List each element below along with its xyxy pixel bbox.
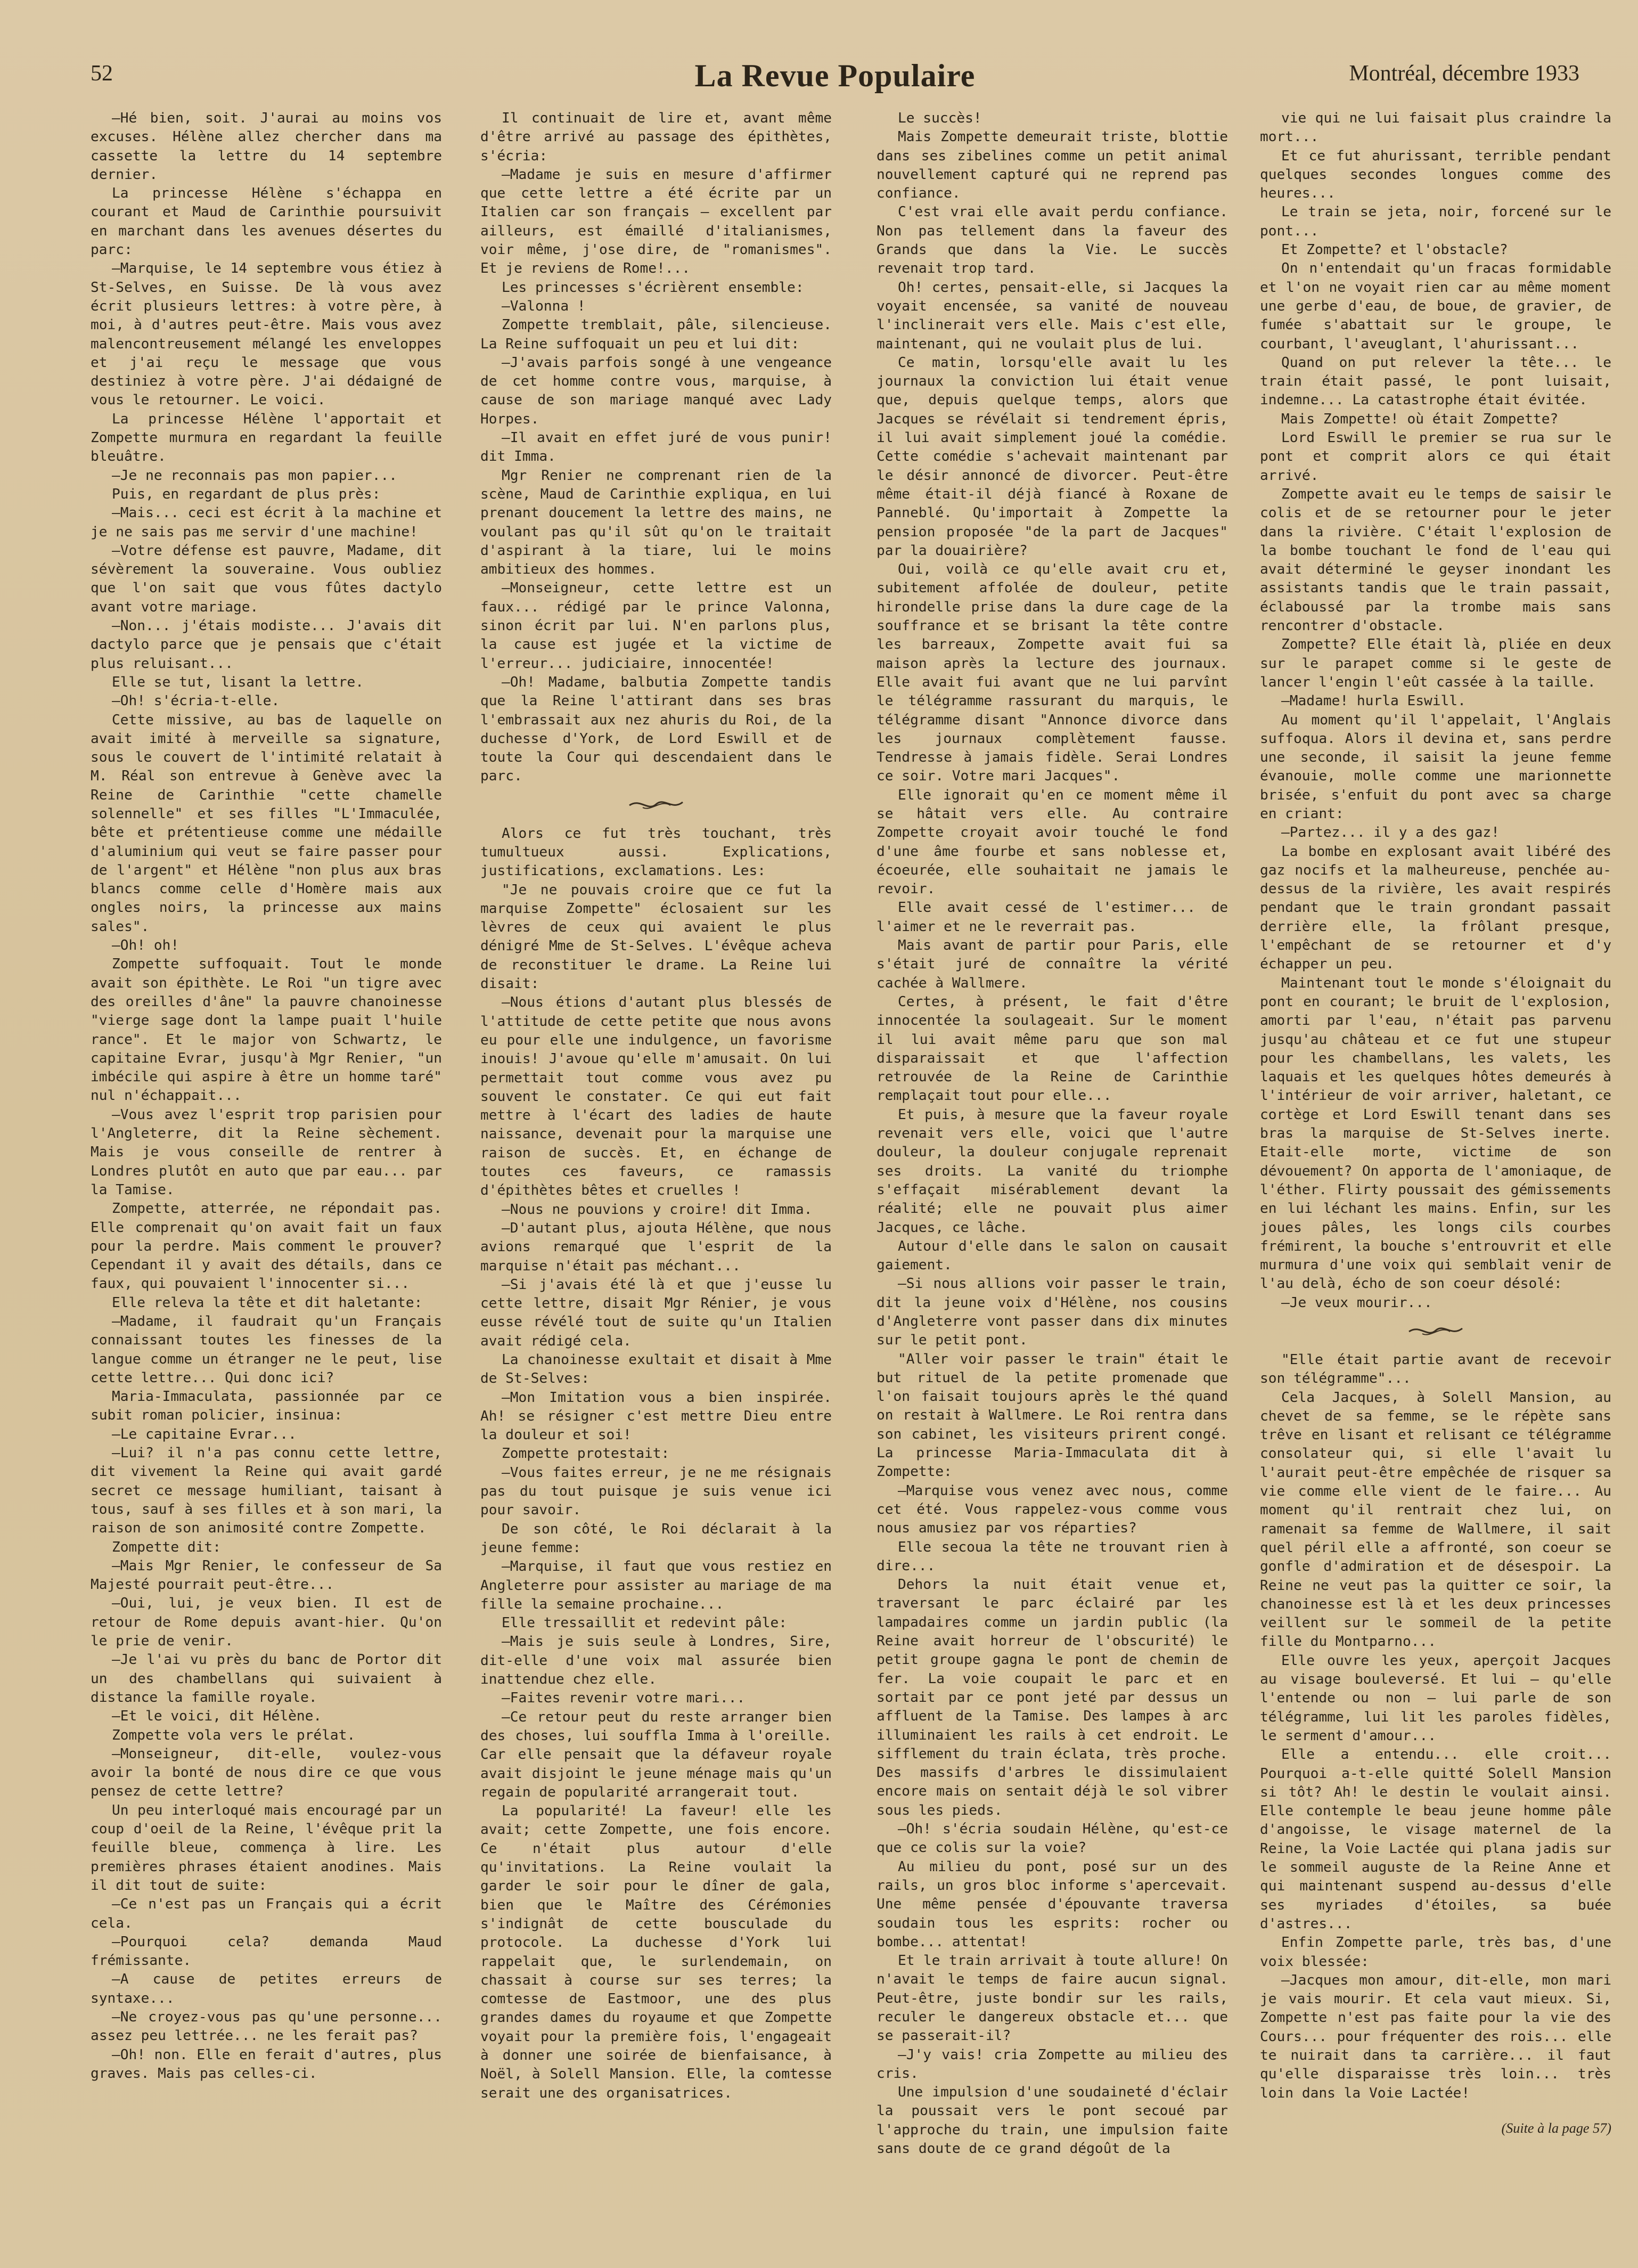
article-paragraph: Mais Zompette! où était Zompette? (1281, 411, 1559, 427)
ornament-divider-icon (1406, 1320, 1465, 1341)
article-paragraph: Une impulsion d'une soudaineté d'éclair la poussait vers le pont secoué par l'approche du train, une impulsion faite sans doute de ce grand dégoût de la (877, 2084, 1228, 2157)
article-paragraph: Oui, voilà ce qu'elle avait cru et, subitement affolée de douleur, petite hirondelle prise dans la dure cage de la souffrance et se brisant la tête contre les barreaux, Zompette avait fui sa maison après la lecture des journaux. Elle avait fui avant que ne lui parvînt le télégramme rassurant du marquis, le télégramme disant "Annonce divorce dans les journaux complètement fausse. Tendresse à jamais fidèle. Serai Londres ce soir. Votre mari Jacques". (877, 561, 1228, 785)
article-paragraph: —D'autant plus, ajouta Hélène, que nous avions remarqué que l'esprit de la marquise n'était pas méchant... (480, 1220, 832, 1274)
article-paragraph: —Vous avez l'esprit trop parisien pour l'Angleterre, dit la Reine sèchement. Mais je vous conseille de rentrer à Londres plutôt en auto que par eau... par la Tamise. (91, 1106, 442, 1198)
magazine-title: La Revue Populaire (694, 58, 976, 93)
article-paragraph: —Oh! Madame, balbutia Zompette tandis que la Reine l'attirant dans ses bras l'embrassait aux nez ahuris du Roi, de la duchesse d'York, de Lord Eswill et de toute la Cour qui descendaient dans le parc. (480, 674, 832, 785)
article-paragraph: Cela Jacques, à Solell Mansion, au chevet de sa femme, se le répète sans trêve en lisant et relisant ce télégramme consolateur qui, si elle l'avait lu l'aurait peut-être empêchée de risquer sa vie comme elle vient de le faire... Au moment qu'il rentrait chez lui, on ramenait sa femme de Wallmere, il sait quel péril elle a affronté, son coeur se gonfle d'admiration et de désespoir. La Reine ne veut pas la quitter ce soir, la chanoinesse est là et les deux princesses veillent sur le sommeil de la petite fille du Montparno... (1260, 1389, 1611, 1650)
article-paragraph: —Oh! s'écria soudain Hélène, qu'est-ce que ce colis sur la voie? (877, 1821, 1228, 1856)
article-paragraph: —Monseigneur, cette lettre est un faux... rédigé par le prince Valonna, sinon écrit par lui. N'en parlons plus, la cause est jugée et la victime de l'erreur... judiciaire, innocentée! (480, 580, 832, 672)
article-paragraph: Elle avait cessé de l'estimer... de l'aimer et ne le reverrait pas. (877, 900, 1228, 935)
article-paragraph: —Hé bien, soit. J'aurai au moins vos excuses. Hélène allez chercher dans ma cassette la lettre du 14 septembre dernier. (91, 110, 442, 183)
article-paragraph: —Si j'avais été là et que j'eusse lu cette lettre, disait Mgr Rénier, je vous eusse révélé tout de suite qu'un Italien avait rédigé cela. (480, 1276, 832, 1349)
article-paragraph: Un peu interloqué mais encouragé par un coup d'oeil de la Reine, l'évêque prit la feuille bleue, commença à lire. Les premières phrases étaient anodines. Mais il dit tout de suite: (91, 1802, 442, 1894)
article-paragraph: Le succès! (898, 110, 982, 126)
article-paragraph: Et ce fut ahurissant, terrible pendant quelques secondes longues comme des heures... (1260, 148, 1611, 202)
article-paragraph: —Partez... il y a des gaz! (1281, 825, 1500, 841)
issue-date: Montréal, décembre 1933 (1349, 61, 1579, 86)
article-paragraph: —Et le voici, dit Hélène. (112, 1708, 322, 1725)
article-paragraph: —Lui? il n'a pas connu cette lettre, dit vivement la Reine qui avait gardé secret ce message humiliant, taisant à tous, sauf à ses filles et à son mari, la raison de son animosité contre Zompette. (91, 1445, 442, 1537)
article-paragraph: Maintenant tout le monde s'éloignait du pont en courant; le bruit de l'explosion, amorti par l'eau, n'était pas parvenu jusqu'au château et ce fut une stupeur pour les chambellans, les valets, les laquais et les quelques hôtes demeurés à l'intérieur de voir arriver, haletant, ce cortège et Lord Eswill tenant dans ses bras la marquise de St-Selves inerte. Etait-elle morte, victime de son dévouement? On apporta de l'amoniaque, de l'éther. Flirty poussait des gémissements en lui léchant les mains. Enfin, sur les joues pâles, les longs cils courbes frémirent, la bouche s'entrouvrit et elle murmura d'une voix qui semblait venir de l'au delà, écho de son coeur désolé: (1260, 975, 1611, 1292)
article-paragraph: —Si nous allions voir passer le train, dit la jeune voix d'Hélène, nos cousins d'Angleterre vont passer dans dix minutes sur le petit pont. (877, 1276, 1228, 1349)
article-paragraph: Autour d'elle dans le salon on causait gaiement. (877, 1238, 1228, 1274)
article-paragraph: Dehors la nuit était venue et, traversant le parc éclairé par les lampadaires comme un jardin public (la Reine avait horreur de l'obscurité) le petit groupe gagna le pont de chemin de fer. La voie coupait le parc et en sortait par ce pont jeté par dessus un affluent de la Tamise. Des lampes à arc illuminaient les rails à cet endroit. Le sifflement du train éclata, très proche. Des massifs d'arbres le dissimulaient encore mais on sentait déjà le sol vibrer sous les pieds. (877, 1577, 1228, 1818)
article-columns (91, 109, 1611, 2229)
article-paragraph: —Vous faites erreur, je ne me résignais pas du tout puisque je suis venue ici pour savoir. (480, 1464, 832, 1519)
article-paragraph: —Oui, lui, je veux bien. Il est de retour de Rome depuis avant-hier. Qu'on le prie de venir. (91, 1595, 442, 1650)
article-paragraph: —Marquise, le 14 septembre vous étiez à St-Selves, en Suisse. De là vous avez écrit plusieurs lettres: à votre père, à moi, à d'autres peut-être. Mais vous avez malencontreusement mélangé les enveloppes et j'ai reçu le message que vous destiniez à votre père. J'ai dédaigné de vous le retourner. Le voici. (91, 260, 442, 409)
article-paragraph: Elle secoua la tête ne trouvant rien à dire... (877, 1539, 1228, 1574)
article-paragraph: —Je ne reconnais pas mon papier... (112, 467, 398, 484)
article-paragraph: —Nous étions d'autant plus blessés de l'attitude de cette petite que nous avons eu pour elle une indulgence, un favorisme inouis! J'avoue qu'elle m'amusait. On lui permettait tout comme vous avez pu souvent le constater. Ce qui eut fait mettre à l'écart des ladies de haute naissance, devenait pour la marquise une raison de succès. Et, en échange de toutes ces faveurs, ce ramassis d'épithètes bêtes et cruelles ! (480, 994, 832, 1199)
article-paragraph: La princesse Hélène s'échappa en courant et Maud de Carinthie poursuivit en marchant dans les avenues désertes du parc: (91, 185, 442, 258)
article-paragraph: Elle ouvre les yeux, aperçoit Jacques au visage bouleversé. Et lui — qu'elle l'entende ou non — lui parle de son télégramme, lui lit les paroles fidèles, le serment d'amour... (1260, 1652, 1611, 1744)
article-paragraph: —Oh! non. Elle en ferait d'autres, plus graves. Mais pas celles-ci. (91, 2046, 442, 2082)
article-paragraph: On n'entendait qu'un fracas formidable et l'on ne voyait rien car au même moment une gerbe d'eau, de boue, de gravier, de fumée s'abattait sur le groupe, le courbant, l'aveuglant, l'ahurissant... (1260, 260, 1611, 352)
article-paragraph: vie qui ne lui faisait plus craindre la mort... (1260, 110, 1611, 145)
article-paragraph: —Jacques mon amour, dit-elle, mon mari je vais mourir. Et cela vaut mieux. Si, Zompette n'est pas faite pour la vie des Cours... pour fréquenter des rois... elle te nuirait dans ta carrière... il faut qu'elle disparaisse très loin... très loin dans la Voie Lactée! (1260, 1972, 1611, 2101)
article-paragraph: Zompette dit: (112, 1539, 221, 1555)
article-paragraph: Les princesses s'écrièrent ensemble: (502, 279, 804, 296)
article-paragraph: —Nous ne pouvions y croire! dit Imma. (502, 1201, 813, 1218)
article-paragraph: —Marquise vous venez avec nous, comme cet été. Vous rappelez-vous comme vous nous amusiez par vos réparties? (877, 1482, 1228, 1537)
article-paragraph: Quand on put relever la tête... le train était passé, le pont luisait, indemne... La catastrophe était évitée. (1260, 354, 1611, 409)
article-paragraph: —Marquise, il faut que vous restiez en Angleterre pour assister au mariage de ma fille la semaine prochaine... (480, 1559, 832, 1612)
article-paragraph: Elle se tut, lisant la lettre. (112, 674, 364, 690)
article-paragraph: —Oh! oh! (112, 937, 179, 954)
article-paragraph: Cette missive, au bas de laquelle on avait imité à merveille sa signature, sous le couvert de l'intimité relatait à M. Réal son entrevue à Genève avec la Reine de Carinthie "cette chamelle solennelle" et ses filles "L'Immaculée, bête et prétentieuse comme une médaille d'aluminium qui veut se faire passer pour de l'argent" et Hélène "non plus aux bras blancs comme celle d'Homère mais aux ongles noirs, la princesse aux mains sales". (91, 712, 442, 935)
article-paragraph: De son côté, le Roi déclarait à la jeune femme: (480, 1521, 832, 1556)
page-header (91, 58, 1579, 95)
article-paragraph: Et le train arrivait à toute allure! On n'avait le temps de faire aucun signal. Peut-être, juste bondir sur les rails, reculer le dangereux obstacle et... que se passerait-il? (877, 1953, 1228, 2044)
article-paragraph: Elle releva la tête et dit haletante: (112, 1294, 423, 1311)
article-paragraph: Elle a entendu... elle croit... Pourquoi a-t-elle quitté Solell Mansion si tôt? Ah! le destin le voulait ainsi. Elle contemple le beau jeune homme pâle d'angoisse, le visage maternel de la Reine, la Voie Lactée qui plana jadis sur le sommeil auguste de la Reine Anne et qui maintenant suspend au-dessus d'elle ses myriades d'étoiles, sa buée d'astres... (1260, 1747, 1611, 1932)
article-paragraph: Zompette protestait: (502, 1446, 670, 1462)
article-paragraph: Zompette, atterrée, ne répondait pas. Elle comprenait qu'on avait fait un faux pour la perdre. Mais comment le prouver? Cependant il y avait des détails, dans ce faux, qui pouvaient l'innocenter si... (91, 1201, 442, 1292)
article-paragraph: Au milieu du pont, posé sur un des rails, un gros bloc informe s'apercevait. Une même pensée d'épouvante traversa soudain tous les esprits: rocher ou bombe... attentat! (877, 1858, 1228, 1950)
article-paragraph: —Il avait en effet juré de vous punir! dit Imma. (480, 430, 832, 465)
continuation-note: (Suite à la page 57) (1501, 2120, 1611, 2136)
column-3 (877, 109, 1228, 2229)
article-paragraph: C'est vrai elle avait perdu confiance. Non pas tellement dans la faveur des Grands que dans la Vie. Le succès revenait trop tard. (877, 204, 1228, 277)
article-paragraph: Mais Zompette demeurait triste, blottie dans ses zibelines comme un petit animal nouvellement capturé qui ne reprend pas confiance. (877, 129, 1228, 202)
article-paragraph: Maria-Immaculata, passionnée par ce subit roman policier, insinua: (91, 1389, 442, 1424)
article-paragraph: Au moment qu'il l'appelait, l'Anglais suffoqua. Alors il devina et, sans perdre une seconde, il saisit la jeune femme évanouie, molle comme une marionnette brisée, s'enfuit du pont avec sa charge en criant: (1260, 712, 1611, 822)
article-paragraph: —Ce retour peut du reste arranger bien des choses, lui souffla Imma à l'oreille. Car elle pensait que la défaveur royale avait disjoint le jeune ménage mais qu'un regain de popularité arrangerait tout. (480, 1709, 832, 1800)
article-paragraph: La chanoinesse exultait et disait à Mme de St-Selves: (480, 1352, 832, 1387)
article-paragraph: "Je ne pouvais croire que ce fut la marquise Zompette" éclosaient sur les lèvres de ceux qui avaient le plus dénigré Mme de St-Selves. L'évêque acheva de reconstituer le drame. La Reine lui disait: (480, 882, 832, 992)
article-paragraph: —Votre défense est pauvre, Madame, dit sévèrement la souveraine. Vous oubliez que l'on sait que vous fûtes dactylo avant votre mariage. (91, 542, 442, 615)
article-paragraph: Le train se jeta, noir, forcené sur le pont... (1260, 204, 1611, 239)
ornament-divider-icon (627, 794, 685, 815)
article-paragraph: —J'avais parfois songé à une vengeance de cet homme contre vous, marquise, à cause de son mariage manqué avec Lady Horpes. (480, 354, 832, 427)
article-paragraph: —Pourquoi cela? demanda Maud frémissante. (91, 1933, 442, 1969)
article-paragraph: Et puis, à mesure que la faveur royale revenait vers elle, voici que l'autre douleur, la douleur conjugale reprenait ses droits. La vanité du triomphe s'effaçait misérablement devant la réalité; elle ne pouvait plus aimer Jacques, ce lâche. (877, 1106, 1228, 1236)
article-paragraph: —Le capitaine Evrar... (112, 1426, 297, 1442)
article-paragraph: —Je veux mourir... (1281, 1294, 1432, 1311)
article-paragraph: Zompette vola vers le prélat. (112, 1727, 356, 1743)
article-paragraph: Il continuait de lire et, avant même d'être arrivé au passage des épithètes, s'écria: (480, 110, 832, 164)
article-paragraph: —Mon Imitation vous a bien inspirée. Ah! se résigner c'est mettre Dieu entre la douleur et soi! (480, 1389, 832, 1443)
article-paragraph: —Faites revenir votre mari... (502, 1690, 746, 1707)
article-paragraph: —Oh! s'écria-t-elle. (112, 693, 280, 709)
article-paragraph: Elle ignorait qu'en ce moment même il se hâtait vers elle. Au contraire Zompette croyait avoir touché le fond d'une âme fourbe et sans noblesse et, écoeurée, elle souhaitait ne jamais le revoir. (877, 787, 1228, 898)
article-paragraph: La princesse Hélène l'apportait et Zompette murmura en regardant la feuille bleuâtre. (91, 411, 442, 465)
article-paragraph: Zompette suffoquait. Tout le monde avait son épithète. Le Roi "un tigre avec des oreilles d'âne" la pauvre chanoinesse "vierge sage dont la lampe puait l'huile rance". Et le major von Schwartz, le capitaine Evrar, jusqu'à Mgr Renier, "un imbécile qui aspire à être un homme taré" nul n'échappait... (91, 956, 442, 1104)
article-paragraph: —Mais... ceci est écrit à la machine et je ne sais pas me servir d'une machine! (91, 505, 442, 540)
article-paragraph: —Non... j'étais modiste... J'avais dit dactylo parce que je pensais que c'était plus reluisant... (91, 618, 442, 672)
article-paragraph: "Aller voir passer le train" était le but rituel de la petite promenade que l'on faisait toujours après le thé quand on restait à Wallmere. Le Roi rentra dans son cabinet, les visiteurs prirent congé. La princesse Maria-Immaculata dit à Zompette: (877, 1351, 1228, 1480)
article-paragraph: —Ce n'est pas un Français qui a écrit cela. (91, 1896, 442, 1931)
article-paragraph: Zompette tremblait, pâle, silencieuse. La Reine suffoquait un peu et lui dit: (480, 317, 832, 352)
article-paragraph: —Mais Mgr Renier, le confesseur de Sa Majesté pourrait peut-être... (91, 1557, 442, 1593)
article-paragraph: Lord Eswill le premier se rua sur le pont et comprit alors ce qui était arrivé. (1260, 430, 1611, 484)
article-paragraph: —Ne croyez-vous pas qu'une personne... assez peu lettrée... ne les ferait pas? (91, 2009, 442, 2044)
article-paragraph: La bombe en explosant avait libéré des gaz nocifs et la malheureuse, penchée au-dessus de la rivière, les avait respirés pendant que le train grondant passait derrière elle, la frôlant presque, l'empêchant de se retourner et d'y échapper un peu. (1260, 843, 1611, 973)
article-paragraph: —Je l'ai vu près du banc de Portor dit un des chambellans qui suivaient à distance la famille royale. (91, 1652, 442, 1706)
article-paragraph: Certes, à présent, le fait d'être innocentée la soulageait. Sur le moment il lui avait même paru que son mal disparaissait et que l'affection retrouvée de la Reine de Carinthie remplaçait tout pour elle... (877, 993, 1228, 1104)
article-paragraph: Enfin Zompette parle, très bas, d'une voix blessée: (1260, 1935, 1611, 1970)
column-1 (91, 109, 442, 2229)
article-paragraph: —Valonna ! (502, 298, 586, 314)
page-number: 52 (91, 61, 113, 86)
article-paragraph: Elle tressaillit et redevint pâle: (502, 1615, 788, 1631)
article-paragraph: La popularité! La faveur! elle les avait; cette Zompette, une fois encore. Ce n'était plus autour d'elle qu'invitations. La Reine voulait la garder le soir pour le dîner de gala, bien que le Maître des Cérémonies s'indignât de cette bousculade du protocole. La duchesse d'York lui rappelait que, le surlendemain, on chassait à course sur ses terres; la comtesse de Eastmoor, une des plus grandes dames du royaume et que Zompette voyait pour la première fois, l'engageait à donner une soirée de bienfaisance, à Noël, à Solell Mansion. Elle, la comtesse serait une des organisatrices. (480, 1803, 832, 2101)
article-paragraph: Puis, en regardant de plus près: (112, 486, 381, 502)
article-paragraph: Mgr Renier ne comprenant rien de la scène, Maud de Carinthie expliqua, en lui prenant doucement la lettre des mains, ne voulant pas qu'il sût qu'on le traitait d'aspirant à la tiare, lui le moins ambitieux des hommes. (480, 467, 832, 578)
article-paragraph: —Madame, il faudrait qu'un Français connaissant toutes les finesses de la langue comme un étranger ne le peut, lise cette lettre... Qui donc ici? (91, 1314, 442, 1386)
article-paragraph: —Mais je suis seule à Londres, Sire, dit-elle d'une voix mal assurée bien inattendue chez elle. (480, 1634, 832, 1688)
article-paragraph: —Madame je suis en mesure d'affirmer que cette lettre a été écrite par un Italien car son français — excellent par ailleurs, est émaillé d'italianismes, voir même, j'ose dire, de "romanismes". Et je reviens de Rome!... (480, 166, 832, 277)
article-paragraph: Zompette avait eu le temps de saisir le colis et de se retourner pour le jeter dans la rivière. C'était l'explosion de la bombe touchant le fond de l'eau qui avait déterminé le geyser inondant les assistants tandis que le train passait, éclaboussé par la trombe mais sans rencontrer d'obstacle. (1260, 486, 1611, 634)
article-paragraph: Ce matin, lorsqu'elle avait lu les journaux la conviction lui était venue que, depuis quelque temps, alors que Jacques se révélait si tendrement épris, il lui avait simplement joué la comédie. Cette comédie s'achevait maintenant par le désir annoncé de divorcer. Peut-être même était-il déjà fiancé à Roxane de Panneblé. Qu'importait à Zompette la pension proposée "de la part de Jacques" par la douairière? (877, 354, 1228, 559)
article-paragraph: Oh! certes, pensait-elle, si Jacques la voyait encensée, sa vanité de nouveau l'inclinerait vers elle. Mais c'est elle, maintenant, qui ne voulait plus de lui. (877, 279, 1228, 352)
column-2 (480, 109, 832, 2229)
article-paragraph: —J'y vais! cria Zompette au milieu des cris. (877, 2046, 1228, 2082)
article-paragraph: Alors ce fut très touchant, très tumultueux aussi. Explications, justifications, exclamations. Les: (480, 825, 832, 879)
article-paragraph: Mais avant de partir pour Paris, elle s'était juré de connaître la vérité cachée à Wallmere. (877, 937, 1228, 991)
column-4 (1260, 109, 1611, 2229)
article-paragraph: —Madame! hurla Eswill. (1281, 693, 1466, 709)
article-paragraph: —A cause de petites erreurs de syntaxe... (91, 1971, 442, 2006)
article-paragraph: —Monseigneur, dit-elle, voulez-vous avoir la bonté de nous dire ce que vous pensez de cette lettre? (91, 1745, 442, 1800)
article-paragraph: Zompette? Elle était là, pliée en deux sur le parapet comme si le geste de lancer l'engin l'eût cassée à la taille. (1260, 637, 1611, 690)
article-paragraph: "Elle était partie avant de recevoir son télégramme"... (1260, 1352, 1611, 1387)
article-paragraph: Et Zompette? et l'obstacle? (1281, 242, 1508, 258)
